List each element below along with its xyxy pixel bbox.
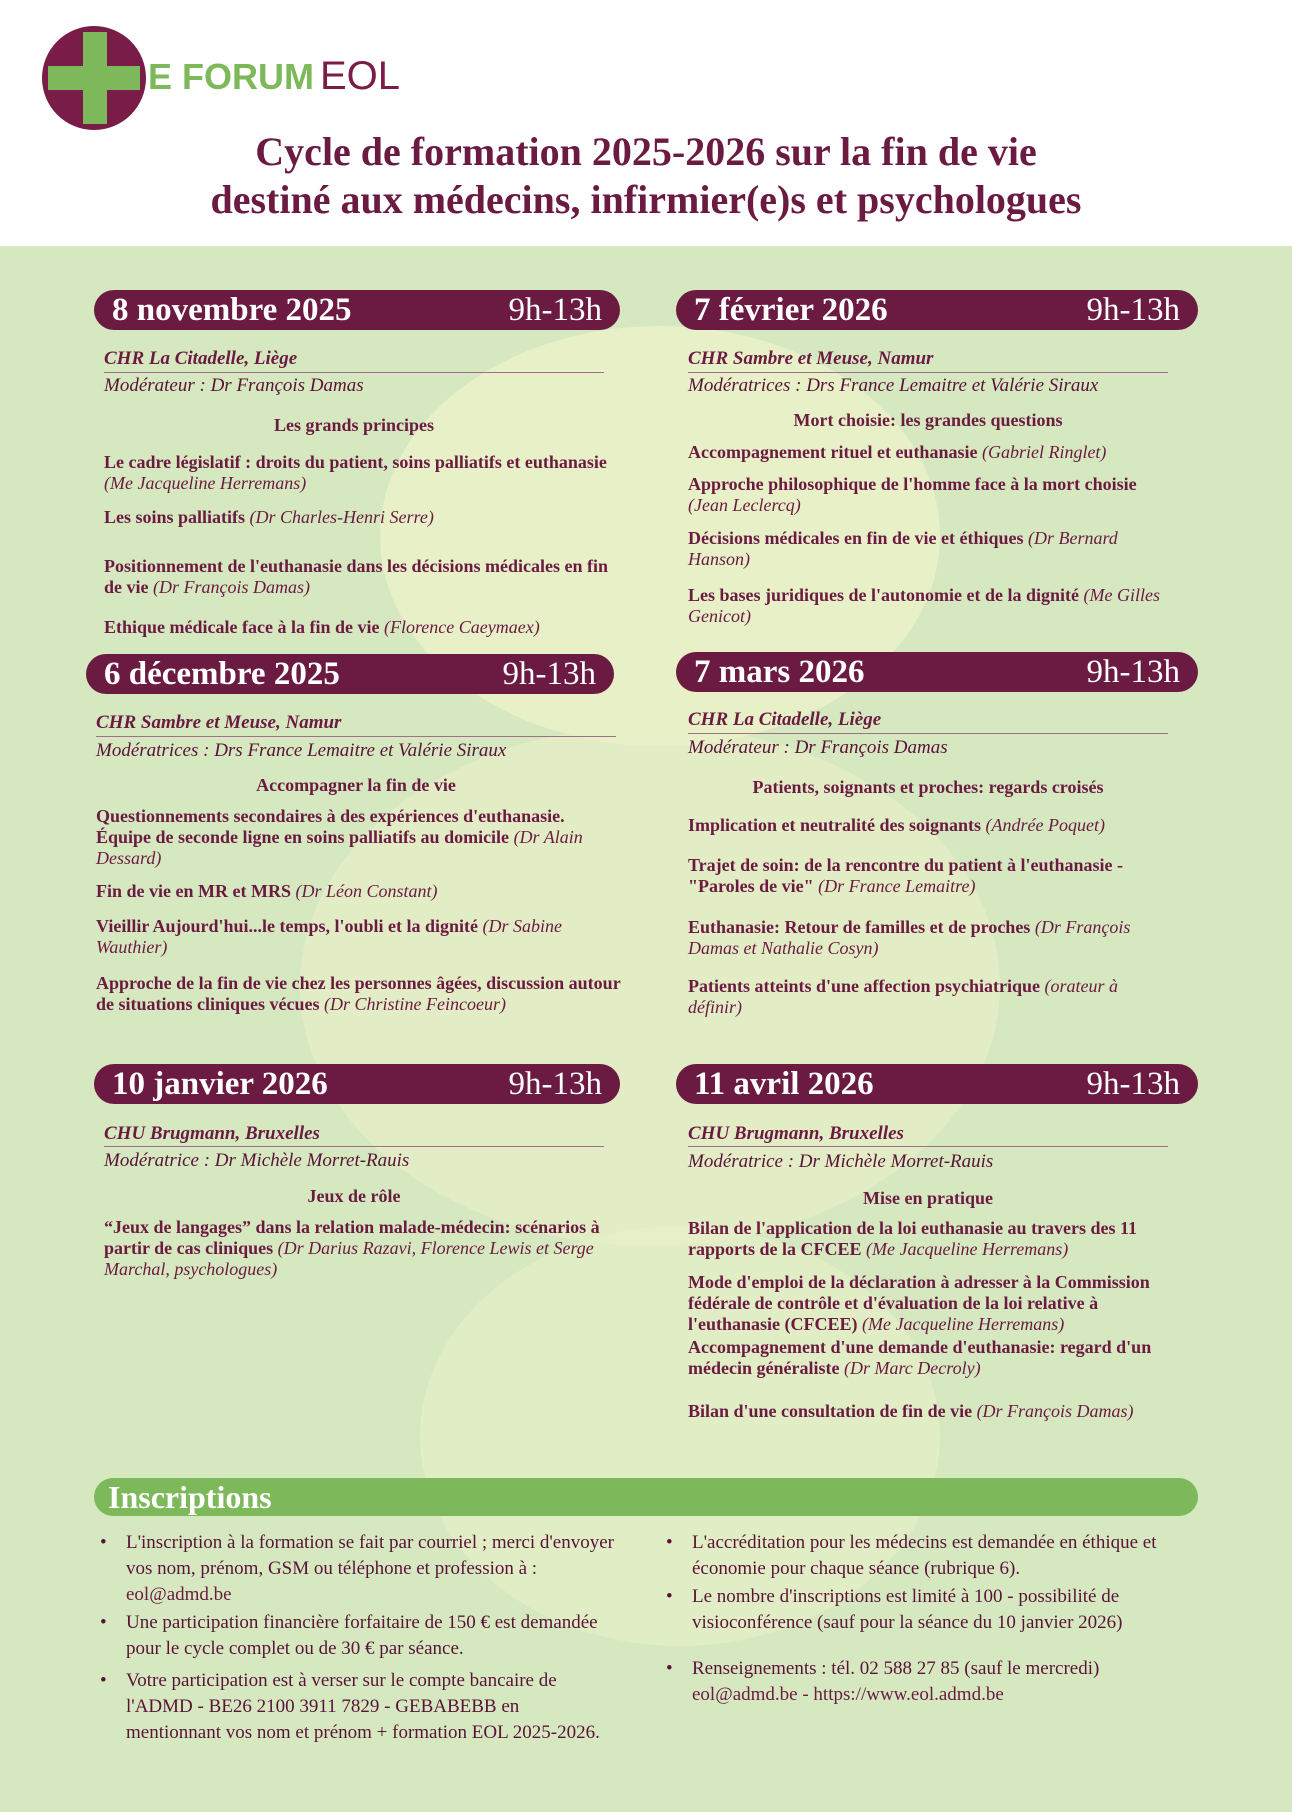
- contact-link[interactable]: eol@admd.be: [126, 1584, 232, 1605]
- talk-speaker: (orateur à définir): [688, 976, 1118, 1017]
- talk-title: Les soins palliatifs: [104, 507, 250, 527]
- talk-item: [688, 815, 1174, 836]
- talk-title: Le cadre législatif : droits du patient, soins palliatifs et euthanasie: [104, 452, 607, 472]
- talk-speaker: (Andrée Poquet): [985, 815, 1105, 835]
- inscription-text: L'inscription à la formation se fait par courriel ; merci d'envoyer vos nom, prénom, GSM ou téléphone et profession à :: [126, 1532, 614, 1579]
- talk-item: [688, 474, 1174, 516]
- talk-speaker: (Dr François Damas): [976, 1401, 1134, 1421]
- session-location: CHU Brugmann, Bruxelles: [688, 1123, 904, 1144]
- session-time: 9h-13h: [1086, 1066, 1180, 1102]
- inscription-text: Le nombre d'inscriptions est limité à 100 - possibilité de visioconférence (sauf pour la séance du 10 janvier 2026): [692, 1586, 1123, 1633]
- inscription-item: [100, 1530, 616, 1608]
- divider: [688, 372, 1168, 373]
- talk-item: [688, 442, 1174, 463]
- inscriptions-header: [94, 1478, 1198, 1516]
- bullet: •: [100, 1532, 107, 1553]
- brand: [148, 54, 400, 99]
- talk-item: [96, 806, 622, 869]
- talk-title: Ethique médicale face à la fin de vie: [104, 617, 384, 637]
- talk-speaker: (Me Jacqueline Herremans): [104, 473, 307, 493]
- divider: [688, 1146, 1168, 1147]
- bullet: •: [100, 1612, 107, 1633]
- talk-speaker: (Dr Léon Constant): [295, 881, 438, 901]
- talk-title: Bilan de l'application de la loi euthanasie au travers des 11 rapports de la CFCEE: [688, 1218, 1138, 1259]
- talk-title: Patients atteints d'une affection psychiatrique: [688, 976, 1045, 996]
- talk-item: [688, 976, 1174, 1018]
- session-theme: Jeux de rôle: [307, 1186, 401, 1206]
- talk-item: [688, 1272, 1174, 1335]
- session-location: CHR Sambre et Meuse, Namur: [688, 348, 934, 369]
- talk-speaker: (Dr Christine Feincoeur): [324, 994, 506, 1014]
- talk-item: [104, 452, 610, 494]
- session-location: CHU Brugmann, Bruxelles: [104, 1123, 320, 1144]
- session-moderator: Modérateur : Dr François Damas: [104, 375, 364, 396]
- contact-link[interactable]: eol@admd.be - https://www.eol.admd.be: [692, 1684, 1004, 1705]
- brand-prefix: E FORUM: [148, 56, 314, 97]
- talk-title: Implication et neutralité des soignants: [688, 815, 986, 835]
- divider: [688, 733, 1168, 734]
- session-time: 9h-13h: [502, 656, 596, 692]
- inscription-text: Renseignements : tél. 02 588 27 85 (sauf le mercredi): [692, 1658, 1100, 1679]
- inscription-text: L'accréditation pour les médecins est demandée en éthique et économie pour chaque séance (rubrique 6).: [692, 1532, 1157, 1579]
- talk-item: [688, 1218, 1174, 1260]
- bullet: •: [666, 1532, 673, 1553]
- talk-speaker: (Me Jacqueline Herremans): [862, 1314, 1065, 1334]
- talk-item: [688, 1337, 1174, 1379]
- talk-title: “Jeux de langages” dans la relation malade-médecin: scénarios à partir de cas cliniques: [104, 1217, 600, 1258]
- talk-title: Décisions médicales en fin de vie et éthiques: [688, 528, 1028, 548]
- talk-title: Trajet de soin: de la rencontre du patient à l'euthanasie - "Paroles de vie": [688, 855, 1123, 896]
- inscription-text: Votre participation est à verser sur le compte bancaire de l'ADMD - BE26 2100 3911 7829 - GEBABEBB en mentionnant vos nom et prénom + formation EOL 2025-2026.: [126, 1670, 600, 1743]
- session-time: 9h-13h: [508, 292, 602, 328]
- talk-title: Questionnements secondaires à des expériences d'euthanasie. Équipe de seconde ligne en soins palliatifs au domicile: [96, 806, 565, 847]
- brand-suffix: EOL: [320, 54, 401, 98]
- talk-speaker: (Dr Charles-Henri Serre): [249, 507, 434, 527]
- talk-speaker: (Dr Sabine Wauthier): [96, 916, 563, 957]
- session-location: CHR La Citadelle, Liège: [688, 709, 882, 730]
- talk-title: Fin de vie en MR et MRS: [96, 881, 296, 901]
- session-moderator: Modératrice : Dr Michèle Morret-Rauis: [104, 1150, 410, 1171]
- divider: [104, 1146, 604, 1147]
- inscription-item: [666, 1584, 1192, 1636]
- talk-speaker: (Gabriel Ringlet): [981, 442, 1107, 462]
- header: [0, 0, 1292, 246]
- session-date: 11 avril 2026: [694, 1066, 874, 1102]
- talk-speaker: (Dr Darius Razavi, Florence Lewis et Serge Marchal, psychologues): [104, 1238, 594, 1279]
- talk-speaker: (Dr François Damas et Nathalie Cosyn): [688, 917, 1131, 958]
- session-theme: Mise en pratique: [863, 1188, 993, 1208]
- session-date: 6 décembre 2025: [104, 656, 340, 692]
- session-date: 10 janvier 2026: [112, 1066, 328, 1102]
- talk-title: Approche de la fin de vie chez les personnes âgées, discussion autour de situations cliniques vécues: [96, 973, 621, 1014]
- session-theme: Patients, soignants et proches: regards croisés: [752, 777, 1104, 797]
- session-date-bar: [94, 290, 620, 330]
- talk-item: [96, 881, 622, 902]
- talk-title: Approche philosophique de l'homme face à la mort choisie: [688, 474, 1137, 494]
- session-moderator: Modératrices : Drs France Lemaitre et Valérie Siraux: [688, 375, 1099, 396]
- session-moderator: Modérateur : Dr François Damas: [688, 737, 948, 758]
- inscription-item: [666, 1530, 1192, 1582]
- inscription-item: [100, 1668, 616, 1746]
- inscription-item: [100, 1610, 616, 1662]
- session-theme: Mort choisie: les grandes questions: [793, 410, 1063, 430]
- talk-speaker: (Dr France Lemaitre): [818, 876, 976, 896]
- page-title-line-2: destiné aux médecins, infirmier(e)s et psychologues: [210, 177, 1082, 222]
- session-theme: Les grands principes: [273, 415, 435, 435]
- talk-item: [104, 617, 610, 638]
- divider: [96, 736, 616, 737]
- bullet: •: [666, 1658, 673, 1679]
- logo-cross-icon: [42, 26, 146, 130]
- talk-speaker: (Dr François Damas): [153, 577, 310, 597]
- talk-title: Accompagnement rituel et euthanasie: [688, 442, 982, 462]
- talk-speaker: (Me Gilles Genicot): [688, 585, 1161, 626]
- session-date: 8 novembre 2025: [112, 292, 352, 328]
- talk-item: [104, 507, 610, 528]
- talk-speaker: (Dr Alain Dessard): [96, 827, 583, 868]
- talk-title: Les bases juridiques de l'autonomie et de la dignité: [688, 585, 1084, 605]
- session-moderator: Modératrices : Drs France Lemaitre et Valérie Siraux: [96, 740, 507, 761]
- talk-item: [688, 585, 1174, 627]
- talk-speaker: (Jean Leclercq): [688, 495, 801, 515]
- page-title-line-1: Cycle de formation 2025-2026 sur la fin de vie: [255, 129, 1037, 174]
- talk-title: Accompagnement d'une demande d'euthanasie: regard d'un médecin généraliste: [688, 1337, 1152, 1378]
- session-date-bar: [86, 654, 614, 694]
- inscription-item: [666, 1656, 1192, 1708]
- talk-item: [688, 917, 1174, 959]
- talk-item: [688, 855, 1174, 897]
- talk-item: [688, 1401, 1174, 1422]
- talk-item: [104, 1217, 610, 1280]
- session-date-bar: [94, 1064, 620, 1104]
- session-time: 9h-13h: [508, 1066, 602, 1102]
- talk-speaker: (Dr Marc Decroly): [843, 1358, 981, 1378]
- session-date-bar: [676, 290, 1198, 330]
- session-date: 7 février 2026: [694, 292, 888, 328]
- inscription-text: Une participation financière forfaitaire de 150 € est demandée pour le cycle complet ou de 30 € par séance.: [126, 1612, 598, 1659]
- bullet: •: [666, 1586, 673, 1607]
- talk-title: Bilan d'une consultation de fin de vie: [688, 1401, 977, 1421]
- bullet: •: [100, 1670, 107, 1691]
- divider: [104, 372, 604, 373]
- talk-item: [96, 916, 622, 958]
- talk-title: Vieillir Aujourd'hui...le temps, l'oubli et la dignité: [96, 916, 483, 936]
- talk-title: Positionnement de l'euthanasie dans les décisions médicales en fin de vie: [104, 556, 609, 597]
- talk-title: Euthanasie: Retour de familles et de proches: [688, 917, 1035, 937]
- talk-item: [104, 556, 610, 598]
- talk-speaker: (Florence Caeymaex): [383, 617, 540, 637]
- session-time: 9h-13h: [1086, 292, 1180, 328]
- session-theme: Accompagner la fin de vie: [256, 775, 456, 795]
- session-time: 9h-13h: [1086, 654, 1180, 690]
- talk-speaker: (Dr Bernard Hanson): [688, 528, 1118, 569]
- session-date-bar: [676, 1064, 1198, 1104]
- session-location: CHR La Citadelle, Liège: [104, 348, 298, 369]
- talk-item: [96, 973, 622, 1015]
- session-moderator: Modératrice : Dr Michèle Morret-Rauis: [688, 1151, 994, 1172]
- inscriptions-title: Inscriptions: [108, 1479, 272, 1515]
- talk-item: [688, 528, 1174, 570]
- talk-title: Mode d'emploi de la déclaration à adresser à la Commission fédérale de contrôle et d'évaluation de la loi relative à l'euthanasie (CFCEE): [688, 1272, 1150, 1334]
- session-date-bar: [676, 652, 1198, 692]
- talk-speaker: (Me Jacqueline Herremans): [866, 1239, 1069, 1259]
- session-location: CHR Sambre et Meuse, Namur: [96, 712, 342, 733]
- session-date: 7 mars 2026: [694, 654, 865, 690]
